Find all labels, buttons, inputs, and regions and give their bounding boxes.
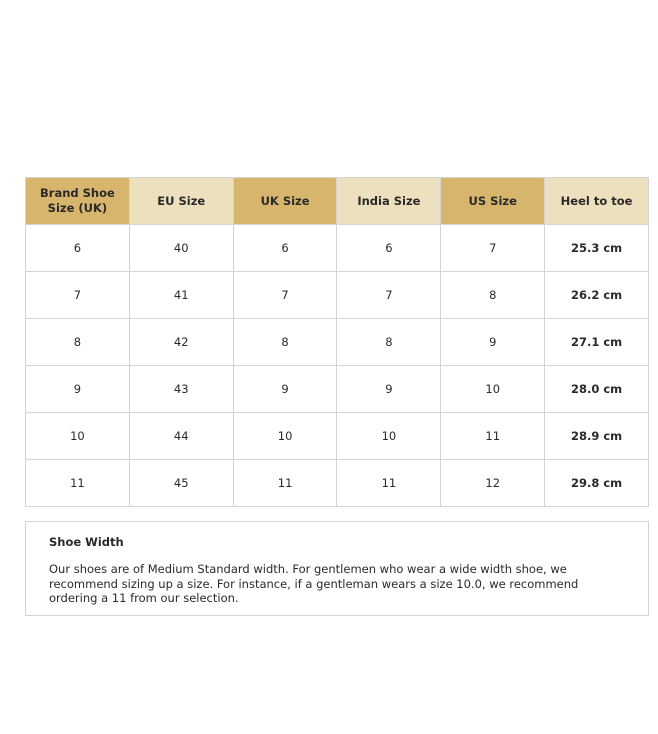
cell-india-size: 11 <box>337 460 441 507</box>
table-row <box>26 460 649 507</box>
cell-uk-size: 8 <box>233 319 337 366</box>
table-row <box>26 366 649 413</box>
cell-us-size: 8 <box>441 272 545 319</box>
cell-eu-size: 40 <box>129 225 233 272</box>
cell-eu-size: 45 <box>129 460 233 507</box>
cell-brand-size: 10 <box>26 413 130 460</box>
cell-us-size: 7 <box>441 225 545 272</box>
table-row <box>26 225 649 272</box>
cell-heel-to-toe: 27.1 cm <box>545 319 649 366</box>
header-us-size: US Size <box>441 178 545 225</box>
cell-brand-size: 8 <box>26 319 130 366</box>
cell-brand-size: 11 <box>26 460 130 507</box>
cell-heel-to-toe: 28.0 cm <box>545 366 649 413</box>
shoe-width-title: Shoe Width <box>49 535 124 549</box>
shoe-width-panel <box>25 521 649 616</box>
cell-india-size: 7 <box>337 272 441 319</box>
cell-india-size: 8 <box>337 319 441 366</box>
cell-heel-to-toe: 26.2 cm <box>545 272 649 319</box>
cell-uk-size: 11 <box>233 460 337 507</box>
cell-india-size: 10 <box>337 413 441 460</box>
cell-heel-to-toe: 28.9 cm <box>545 413 649 460</box>
cell-uk-size: 7 <box>233 272 337 319</box>
cell-uk-size: 10 <box>233 413 337 460</box>
shoe-width-description: Our shoes are of Medium Standard width. For gentlemen who wear a wide width shoe, we recommend sizing up a size. For instance, if a gentleman wears a size 10.0, we recommend ordering a 11 from our selection. <box>49 562 579 605</box>
cell-eu-size: 42 <box>129 319 233 366</box>
table-row <box>26 272 649 319</box>
cell-eu-size: 43 <box>129 366 233 413</box>
cell-brand-size: 9 <box>26 366 130 413</box>
cell-us-size: 11 <box>441 413 545 460</box>
header-eu-size: EU Size <box>129 178 233 225</box>
header-heel-to-toe: Heel to toe <box>545 178 649 225</box>
cell-brand-size: 7 <box>26 272 130 319</box>
cell-uk-size: 9 <box>233 366 337 413</box>
cell-us-size: 10 <box>441 366 545 413</box>
cell-india-size: 9 <box>337 366 441 413</box>
cell-us-size: 9 <box>441 319 545 366</box>
cell-brand-size: 6 <box>26 225 130 272</box>
cell-eu-size: 41 <box>129 272 233 319</box>
table-row <box>26 319 649 366</box>
size-chart-table <box>25 177 649 507</box>
header-india-size: India Size <box>337 178 441 225</box>
size-chart-header-row <box>26 178 649 225</box>
cell-heel-to-toe: 25.3 cm <box>545 225 649 272</box>
cell-heel-to-toe: 29.8 cm <box>545 460 649 507</box>
cell-uk-size: 6 <box>233 225 337 272</box>
table-row <box>26 413 649 460</box>
cell-india-size: 6 <box>337 225 441 272</box>
cell-us-size: 12 <box>441 460 545 507</box>
cell-eu-size: 44 <box>129 413 233 460</box>
header-brand-shoe-size: Brand Shoe Size (UK) <box>26 178 130 225</box>
header-uk-size: UK Size <box>233 178 337 225</box>
